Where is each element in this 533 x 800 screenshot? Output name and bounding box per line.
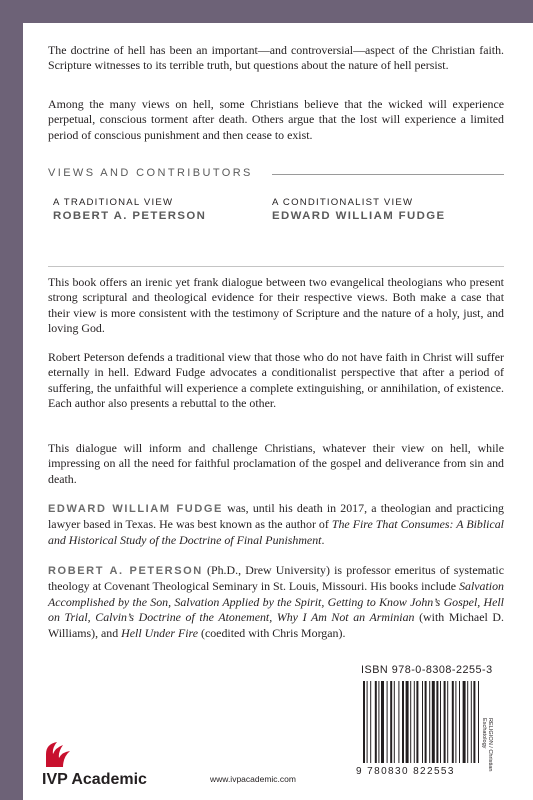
intro-paragraph-1: The doctrine of hell has been an important—and controversial—aspect of the Christian faith. Scripture witnesses to its terrible truth, but questions about the nature of hell persist. — [48, 43, 504, 73]
bio-fudge-end: . — [321, 532, 325, 547]
category-line-2: Eschatology — [480, 718, 487, 749]
body-paragraph-2: Robert Peterson defends a traditional view that those who do not have faith in Christ will suffer eternally in hell. Edward Fudge advocates a conditionalist perspective that after a period of suffering, the unfaithful will experience a complete extinguishing, or annihilation, of existence. Each author also presents a rebuttal to the other. — [48, 350, 504, 411]
back-cover — [23, 23, 533, 800]
bio-fudge-text: was, until his death in 2017, a theologian and practicing lawyer based in Texas. He was best known as the author of — [48, 501, 504, 532]
view-traditional: A TRADITIONAL VIEW — [53, 197, 174, 208]
publisher-url: www.ivpacademic.com — [210, 774, 296, 784]
isbn: ISBN 978-0-8308-2255-3 — [361, 664, 493, 676]
bio-fudge-name: EDWARD WILLIAM FUDGE — [48, 503, 223, 515]
bio-peterson-text: (Ph.D., Drew University) is professor emeritus of systematic theology at Covenant Theological Seminary in St. Louis, Missouri. His books include — [48, 563, 505, 594]
category-line-1: RELIGION / Christian — [487, 718, 493, 772]
views-rule — [272, 174, 504, 175]
bio-fudge-book: The Fire That Consumes: A Biblical and Historical Study of the Doctrine of Final Punishment — [48, 517, 504, 547]
bio-peterson-end: (coedited with Chris Morgan). — [198, 625, 346, 640]
bio-peterson-books: Salvation Accomplished by the Son, Salvation Applied by the Spirit, Getting to Know John’s Gospel, Hell on Trial, Calvin’s Doctrine of the Atonement, Why I Am Not an Arminian — [48, 579, 504, 625]
bio-peterson-name: ROBERT A. PETERSON — [48, 565, 203, 577]
view-conditionalist: A CONDITIONALIST VIEW — [272, 197, 414, 208]
ivp-logo-icon — [43, 740, 73, 770]
body-paragraph-3: This dialogue will inform and challenge Christians, whatever their view on hell, while impressing on all the need for faithful proclamation of the gospel and deliverance from sin and death. — [48, 441, 504, 486]
contributor-peterson: ROBERT A. PETERSON — [53, 210, 207, 222]
intro-paragraph-2: Among the many views on hell, some Christians believe that the wicked will experience perpetual, conscious torment after death. Others argue that the lost will experience a limited period of conscious punishment and then cease to exist. — [48, 97, 504, 142]
bio-peterson-mid: (with Michael D. Williams), and — [48, 610, 504, 640]
section-divider — [48, 266, 504, 267]
publisher-name: IVP Academic — [42, 771, 147, 788]
body-paragraph-1: This book offers an irenic yet frank dialogue between two evangelical theologians who present strong scriptural and theological evidence for their respective views. Both make a case that their view is more consistent with the testimony of Scripture and the nature of a holy, just, and loving God. — [48, 275, 504, 336]
contributor-fudge: EDWARD WILLIAM FUDGE — [272, 210, 446, 222]
bio-fudge — [48, 501, 504, 548]
bio-peterson-book2: Hell Under Fire — [121, 625, 199, 640]
barcode — [363, 681, 491, 767]
bio-peterson — [48, 563, 504, 641]
barcode-digits: 9 780830 822553 — [356, 766, 455, 777]
views-heading: VIEWS AND CONTRIBUTORS — [48, 167, 253, 179]
